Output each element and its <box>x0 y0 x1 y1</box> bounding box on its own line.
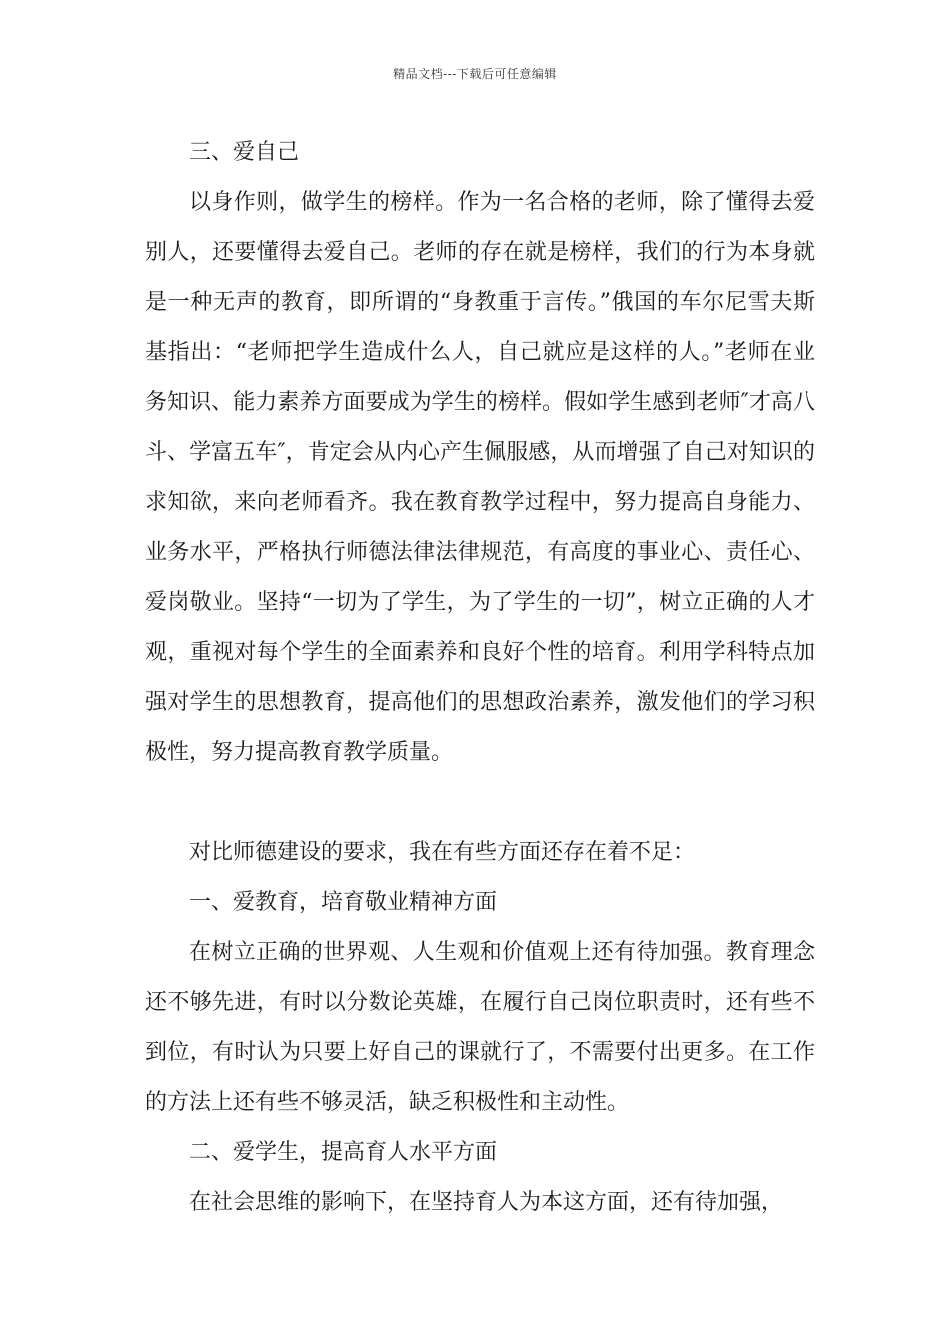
paragraph-love-students: 在社会思维的影响下，在坚持育人为本这方面，还有待加强， <box>189 1190 784 1215</box>
page-header: 精品文档---下载后可任意编辑 <box>393 67 557 81</box>
section-heading-love-students: 二、爱学生，提高育人水平方面 <box>189 1140 498 1165</box>
paragraph-spacer <box>145 778 815 828</box>
shortcomings-intro: 对比师德建设的要求，我在有些方面还存在着不足： <box>189 840 696 865</box>
section-heading-love-self: 三、爱自己 <box>189 140 300 165</box>
paragraph-love-education: 在树立正确的世界观、人生观和价值观上还有待加强。教育理念还不够先进，有时以分数论英雄，在履行自己岗位职责时，还有些不到位，有时认为只要上好自己的课就行了，不需要付出更多。在工作的方法上还有些不够灵活，缺乏积极性和主动性。 <box>145 940 815 1115</box>
paragraph-love-self: 以身作则，做学生的榜样。作为一名合格的老师，除了懂得去爱别人，还要懂得去爱自己。老师的存在就是榜样，我们的行为本身就是一种无声的教育，即所谓的“身教重于言传。”俄国的车尔尼雪夫斯基指出：“老师把学生造成什么人，自己就应是这样的人。”老师在业务知识、能力素养方面要成为学生的榜样。假如学生感到老师″才高八斗、学富五车″，肯定会从内心产生佩服感，从而增强了自己对知识的求知欲，来向老师看齐。我在教育教学过程中，努力提高自身能力、业务水平，严格执行师德法律法律规范，有高度的事业心、责任心、爱岗敬业。坚持“一切为了学生，为了学生的一切”，树立正确的人才观，重视对每个学生的全面素养和良好个性的培育。利用学科特点加强对学生的思想教育，提高他们的思想政治素养，激发他们的学习积极性，努力提高教育教学质量。 <box>145 190 815 765</box>
section-heading-love-education: 一、爱教育，培育敬业精神方面 <box>189 890 498 915</box>
document-body <box>145 128 815 1228</box>
